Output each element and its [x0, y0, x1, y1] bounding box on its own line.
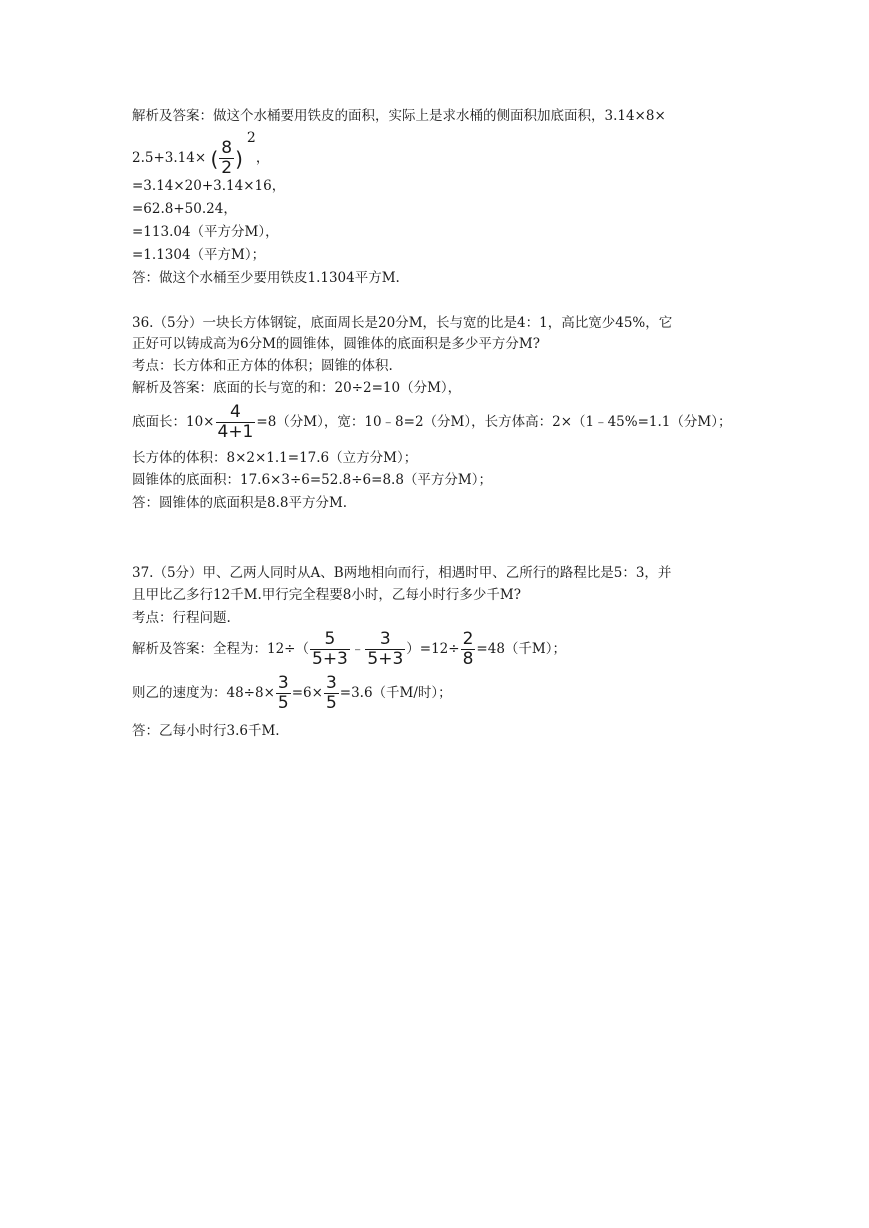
- s35-answer-line-2: 2.5+3.14× ( $\frac{8}{2}$ )2，: [132, 130, 270, 178]
- s35-expr-start: 2.5+3.14×: [132, 150, 207, 166]
- q36-answer-line-2: 底面长：10× $\frac{4}{4+1}$ =8（分M），宽：10﹣8=2（分M），长方体高：2×（1﹣45%=1.1（分M）；: [132, 402, 732, 442]
- fraction-3-over-5plus3: $\frac{3}{5+3}$: [367, 629, 404, 669]
- s35-step-4: =1.1304（平方M）；: [132, 247, 266, 263]
- q37-answer-line-2: 则乙的速度为：48÷8× $\frac{3}{5}$ =6× $\frac{3}{5}$ =3.6（千M/时）；: [132, 673, 452, 713]
- q36-key-point: 考点：长方体和正方体的体积；圆锥的体积.: [132, 358, 393, 374]
- q36-answer-line-1: 解析及答案：底面的长与宽的和：20÷2=10（分M），: [132, 380, 462, 396]
- exponent: 2: [246, 130, 256, 146]
- q37-question-line-2: 且甲比乙多行12千M.甲行完全程要8小时，乙每小时行多少千M?: [132, 587, 521, 603]
- fraction-2-over-8: $\frac{2}{8}$: [462, 629, 474, 669]
- q37-final-answer: 答：乙每小时行3.6千M.: [132, 723, 280, 739]
- s35-final-answer: 答：做这个水桶至少要用铁皮1.1304平方M.: [132, 270, 400, 286]
- right-paren: ): [235, 146, 243, 171]
- s35-answer-line-1: 解析及答案：做这个水桶要用铁皮的面积，实际上是求水桶的侧面积加底面积，3.14×8×: [132, 108, 666, 124]
- q37-key-point: 考点：行程问题.: [132, 610, 231, 626]
- q36-final-answer: 答：圆锥体的底面积是8.8平方分M.: [132, 495, 348, 511]
- q36-question-line-2: 正好可以铸成高为6分M的圆锥体，圆锥体的底面积是多少平方分M?: [132, 336, 540, 352]
- q36-volume-line: 长方体的体积：8×2×1.1=17.6（立方分M）；: [132, 450, 418, 466]
- left-paren: (: [210, 146, 219, 171]
- q37-question-line-1: 37.（5分）甲、乙两人同时从A、B两地相向而行，相遇时甲、乙所行的路程比是5：3，并: [132, 565, 672, 581]
- fraction-8-over-2: $\frac{8}{2}$: [221, 138, 233, 178]
- q36-base-area-line: 圆锥体的底面积：17.6×3÷6=52.8÷6=8.8（平方分M）；: [132, 472, 492, 488]
- fraction-3-over-5-second: $\frac{3}{5}$: [325, 673, 337, 713]
- q36-question-line-1: 36.（5分）一块长方体钢锭，底面周长是20分M，长与宽的比是4：1，高比宽少45%，它: [132, 315, 673, 331]
- fraction-5-over-5plus3: $\frac{5}{5+3}$: [312, 629, 348, 669]
- s35-step-1: =3.14×20+3.14×16，: [132, 178, 286, 194]
- fraction-4-over-4plus1: $\frac{4}{4+1}$: [217, 402, 254, 442]
- q37-answer-line-1: 解析及答案：全程为：12÷（ $\frac{5}{5+3}$ ﹣ $\frac{3}{5+3}$ ）=12÷ $\frac{2}{8}$ =48（千M）；: [132, 629, 566, 669]
- fraction-3-over-5-first: $\frac{3}{5}$: [277, 673, 289, 713]
- s35-step-3: =113.04（平方分M），: [132, 224, 279, 240]
- s35-step-2: =62.8+50.24，: [132, 201, 237, 217]
